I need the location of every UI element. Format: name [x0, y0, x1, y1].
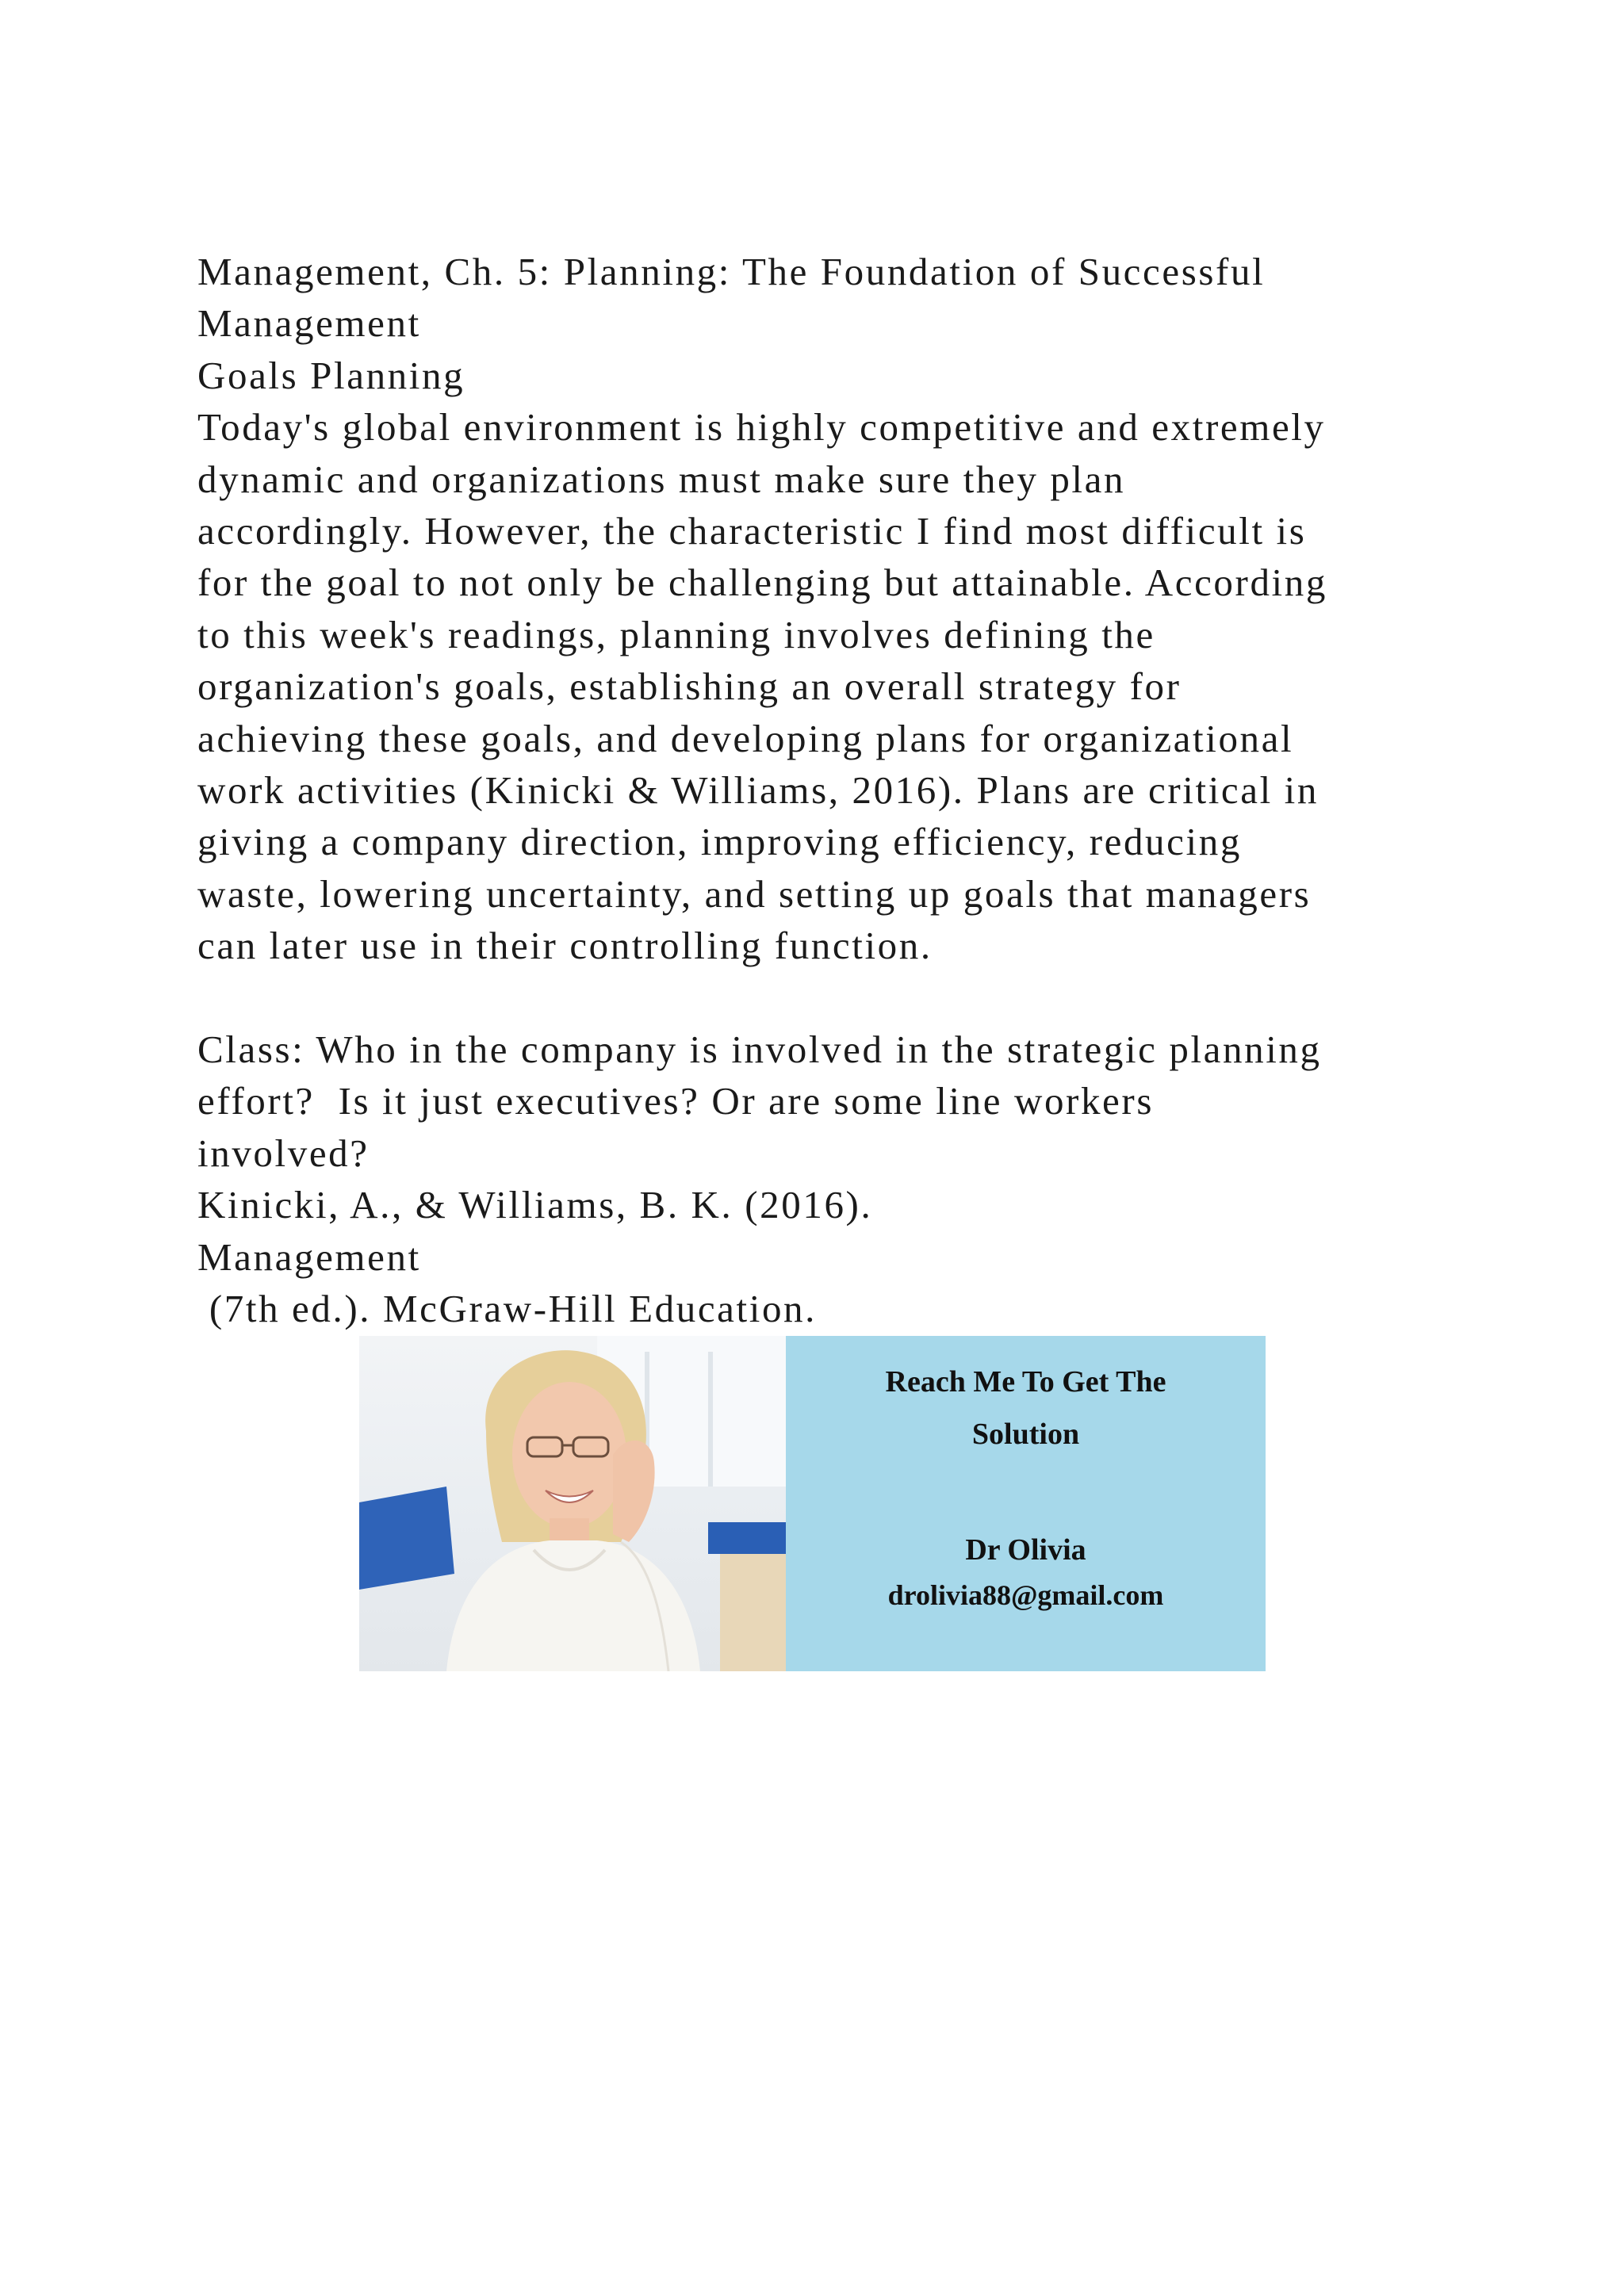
paragraph-line: Today's global environment is highly competitive and extremely: [197, 405, 1326, 450]
paragraph-line: for the goal to not only be challenging but attainable. According: [197, 561, 1327, 605]
section-heading: Goals Planning: [197, 353, 465, 397]
woman-photo: [359, 1336, 786, 1671]
title-line-2: Management: [197, 301, 421, 346]
title-line-1: Management, Ch. 5: Planning: The Foundation of Successful: [197, 250, 1266, 293]
promo-heading-line-1: Reach Me To Get The: [885, 1365, 1166, 1399]
reference-line: (7th ed.). McGraw-Hill Education.: [197, 1287, 818, 1331]
promo-banner: [359, 1336, 1266, 1671]
paragraph-line: organization's goals, establishing an overall strategy for: [197, 664, 1182, 709]
paragraph-line: work activities (Kinicki & Williams, 2016). Plans are critical in: [197, 768, 1319, 813]
paragraph-line: dynamic and organizations must make sure they plan: [197, 457, 1126, 501]
reference-line: Kinicki, A., & Williams, B. K. (2016).: [197, 1183, 873, 1227]
document-body: [197, 246, 1450, 1335]
woman-photo-illustration: [359, 1336, 786, 1671]
contact-panel: [786, 1336, 1266, 1671]
blank-line: [197, 972, 1450, 1024]
paragraph-line: can later use in their controlling function.: [197, 924, 933, 968]
question-line: Class: Who in the company is involved in the strategic planning: [197, 1027, 1322, 1072]
question-line: effort? Is it just executives? Or are some line workers: [197, 1079, 1154, 1123]
paragraph-line: giving a company direction, improving efficiency, reducing: [197, 820, 1242, 864]
contact-email: drolivia88@gmail.com: [887, 1579, 1164, 1611]
paragraph-line: to this week's readings, planning involves defining the: [197, 612, 1155, 656]
reference-line: Management: [197, 1234, 421, 1279]
paragraph-line: accordingly. However, the characteristic I find most difficult is: [197, 509, 1307, 553]
promo-heading-line-2: Solution: [971, 1418, 1080, 1451]
contact-name: Dr Olivia: [965, 1533, 1086, 1567]
paragraph-line: waste, lowering uncertainty, and setting up goals that managers: [197, 871, 1312, 916]
paragraph-line: achieving these goals, and developing plans for organizational: [197, 716, 1294, 760]
question-line: involved?: [197, 1131, 370, 1175]
